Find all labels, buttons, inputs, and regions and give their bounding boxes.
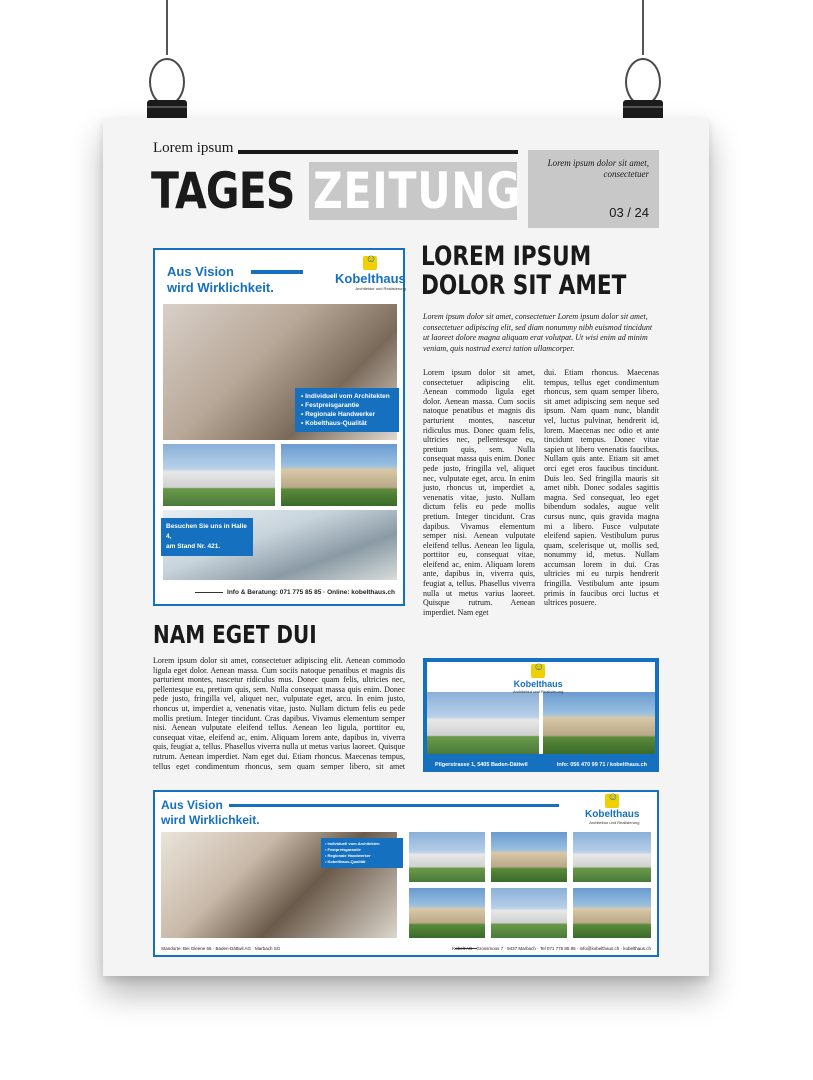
masthead-tages: TAGES xyxy=(151,162,295,220)
article2-body: Lorem ipsum dolor sit amet, consectetuer adipiscing elit. Aenean commodo ligula eget dolor. Aenean massa. Cum sociis natoque penatibus et magnis dis parturient montes, nascetur ridiculus mus. Donec quam felis, ultricies nec, pellentesque eu, pretium quis, sem. Nulla consequat massa quis enim. Donec pede justo, fringilla vel, aliquet nec, vulputate eget, arcu. In enim justo, rhoncus ut, imperdiet a, venenatis vitae, justo. Nullam dictum felis eu pede mollis pretium. Integer tincidunt. Cras dapibus. Vivamus elementum semper nisi. Aenean vulputate eleifend tellus. Aenean leo ligula, porttitor eu, consequat vitae, eleifend ac, enim. Aliquam lorem ante, dapibus in, viverra quis, feugiat a, tellus. Phasellus viverra nulla ut metus varius laoreet. Quisque rutrum. Aenean imperdiet. Nam eget dui. Etiam rhoncus. Maecenas tempus, tellus eget condimentum rhoncus, sem quam semper libero, sit amet xyxy=(153,656,405,770)
kicker: Lorem ipsum xyxy=(153,140,234,156)
issue-box xyxy=(528,150,659,228)
house-photo xyxy=(491,832,567,882)
ad-kobelthaus-middle[interactable] xyxy=(423,658,659,772)
ad-bullet-list: • Individuell vom Architekten • Festpreisgarantie • Regionale Handwerker • Kobelthaus-Qualität xyxy=(321,838,403,868)
contact-rule xyxy=(195,592,223,593)
house-icon xyxy=(531,664,545,678)
ad-contact: Info & Beratung: 071 775 85 85 · Online: kobelthaus.ch xyxy=(227,589,395,596)
article-headline: LOREM IPSUM DOLOR SIT AMET xyxy=(421,241,627,301)
house-photo xyxy=(409,832,485,882)
masthead-zeitung: ZEITUNG xyxy=(313,162,521,220)
ad-address: Pilgerstrasse 1, 5405 Baden-Dättwil xyxy=(435,762,528,768)
visit-notice: Besuchen Sie uns in Halle 4, am Stand Nr. 421. xyxy=(161,518,253,556)
article2-headline: NAM EGET DUI xyxy=(153,620,317,649)
ad-locations: Standorte: Bei Gleene 66 · Baden-Dättwil AG · Marbach SG xyxy=(161,946,281,951)
house-photo xyxy=(573,888,651,938)
kicker-rule xyxy=(238,150,518,154)
ad-slogan-bar xyxy=(229,804,559,807)
house-icon xyxy=(363,256,377,270)
house-photo xyxy=(163,444,275,506)
house-photo xyxy=(543,692,655,754)
kobelthaus-logo: ☺ Kobelthaus Architektur und Realisierung xyxy=(513,664,563,694)
newspaper-sheet xyxy=(103,118,709,976)
article-lead: Lorem ipsum dolor sit amet, consectetuer Lorem ipsum dolor sit amet, consectetuer adipiscing elit, sed diam nonummy nibh euismod tincidunt ut laoreet dolore magna aliquam erat volutpat. Ut wisi enim ad minim veniam, quis nostrud exerci tation ullamcorper. xyxy=(423,312,653,353)
house-photo xyxy=(409,888,485,938)
ad-info: Info: 056 470 99 71 / kobelthaus.ch xyxy=(556,762,647,768)
house-photo xyxy=(281,444,397,506)
ad-slogan: Aus Vision wird Wirklichkeit. xyxy=(161,798,260,827)
article-column-1: Lorem ipsum dolor sit amet, consectetuer adipiscing elit. Aenean commodo ligula eget dolor. Aenean massa. Cum sociis natoque penatibus et magnis dis parturient montes, nascetur ridiculus mus. Donec quam felis, ultricies nec, pellentesque eu, pretium quis, sem. Nulla consequat massa quis enim. Donec pede justo, fringilla vel, aliquet nec, vulputate eget, arcu. In enim justo, rhoncus ut, imperdiet a, venenatis vitae, justo. Nullam dictum felis eu pede mollis pretium. Integer tincidunt. Cras dapibus. Vivamus elementum semper nisi. Aenean vulputate eleifend tellus. Aenean leo ligula, porttitor eu, consequat vitae, eleifend ac, enim. Aliquam lorem ante, dapibus in, viverra quis, feugiat a, tellus. Phasellus viverra nulla ut metus varius laoreet. Quisque rutrum. Aenean imperdiet. Nam eget xyxy=(423,368,535,617)
ad-kobelthaus-top[interactable] xyxy=(153,248,405,606)
ad-slogan: Aus Vision wird Wirklichkeit. xyxy=(167,264,274,295)
kobelthaus-logo: ☺ Kobelthaus Architektur und Realisierung xyxy=(585,794,639,825)
ad-company-contact: Kobelt AG · Grossmoos 7 · 9437 Marbach · Tel 071 775 85 85 · info@kobelthaus.ch · kobelthaus.ch xyxy=(452,946,651,951)
house-icon xyxy=(605,794,619,808)
article-column-2: dui. Etiam rhoncus. Maecenas tempus, tellus eget condimentum rhoncus, sem quam semper libero, sit amet adipiscing sem neque sed ipsum. Nam quam nunc, blandit vel, luctus pulvinar, hendrerit id, lorem. Maecenas nec odio et ante tincidunt tempus. Donec vitae sapien ut libero venenatis faucibus. Nullam quis ante. Etiam sit amet orci eget eros faucibus tincidunt. Duis leo. Sed fringilla mauris sit amet nibh. Donec sodales sagittis magna. Sed consequat, leo eget bibendum sodales, augue velit cursus nunc, quis gravida magna mi a libero. Fusce vulputate eleifend sapien. Vestibulum purus quam, scelerisque ut, mollis sed, nonummy id, metus. Nullam accumsan lorem in dui. Cras ultricies mi eu turpis hendrerit fringilla. Vestibulum ante ipsum primis in faucibus orci luctus et ultrices posuere. xyxy=(544,368,659,608)
issue-subtitle: Lorem ipsum dolor sit amet, consectetuer xyxy=(547,158,649,179)
kobelthaus-logo: ☺ Kobelthaus Architektur und Realisierung xyxy=(335,256,406,291)
house-photo xyxy=(491,888,567,938)
ad-kobelthaus-bottom[interactable] xyxy=(153,790,659,957)
house-photo xyxy=(427,692,539,754)
ad-slogan-bar xyxy=(251,270,303,274)
house-photo xyxy=(573,832,651,882)
ad-middle-panel xyxy=(427,662,655,754)
ad-bullet-list: • Individuell vom Architekten • Festpreisgarantie • Regionale Handwerker • Kobelthaus-Qualität xyxy=(295,388,399,432)
issue-number: 03 / 24 xyxy=(609,205,649,220)
